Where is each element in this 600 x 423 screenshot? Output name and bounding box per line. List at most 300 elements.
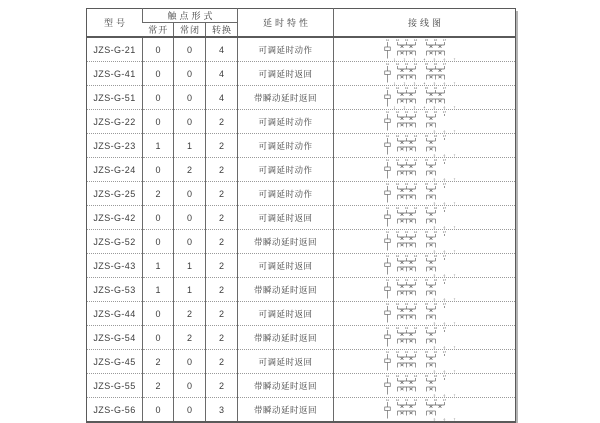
normally-closed-count-cell: 0	[174, 230, 206, 254]
normally-open-count-cell: 0	[143, 206, 174, 230]
svg-text:14: 14	[413, 38, 417, 42]
header-contact-form: 触点形式	[143, 9, 238, 23]
svg-text:6: 6	[443, 153, 445, 157]
svg-text:12: 12	[395, 398, 399, 402]
wiring-diagram-svg	[382, 326, 468, 349]
svg-text:15: 15	[424, 206, 428, 210]
svg-text:5: 5	[433, 417, 435, 421]
changeover-count-cell: 2	[206, 254, 238, 278]
svg-text:16: 16	[433, 302, 437, 306]
svg-text:12: 12	[395, 230, 399, 234]
relay-spec-table	[86, 8, 516, 423]
svg-text:13: 13	[404, 86, 408, 90]
svg-text:12: 12	[395, 374, 399, 378]
delay-characteristic-cell: 可调延时动作	[238, 134, 334, 158]
wiring-diagram-svg	[382, 278, 468, 301]
model-cell: JZS-G-52	[87, 230, 143, 254]
svg-text:14: 14	[413, 182, 417, 186]
wiring-diagram-svg	[382, 62, 468, 85]
svg-text:17: 17	[442, 302, 446, 306]
svg-text:6: 6	[443, 321, 445, 325]
svg-text:14: 14	[413, 326, 417, 330]
svg-text:11: 11	[385, 38, 389, 42]
table-row	[87, 302, 516, 326]
svg-text:17: 17	[442, 398, 446, 402]
table-row	[87, 278, 516, 302]
table-row	[87, 350, 516, 374]
wiring-diagram-svg	[382, 350, 468, 373]
svg-text:5: 5	[433, 129, 435, 133]
svg-text:6: 6	[443, 369, 445, 373]
svg-text:5: 5	[433, 297, 435, 301]
svg-text:14: 14	[413, 398, 417, 402]
svg-text:7: 7	[453, 297, 455, 301]
svg-text:15: 15	[424, 110, 428, 114]
normally-closed-count-cell: 0	[174, 350, 206, 374]
wiring-diagram-svg	[382, 374, 468, 397]
changeover-count-cell: 2	[206, 206, 238, 230]
svg-text:6: 6	[443, 177, 445, 181]
table-row	[87, 37, 516, 62]
svg-text:7: 7	[453, 81, 455, 85]
svg-text:15: 15	[424, 254, 428, 258]
table-row	[87, 206, 516, 230]
svg-text:5: 5	[433, 225, 435, 229]
wiring-diagram-cell	[334, 37, 516, 62]
changeover-count-cell: 2	[206, 230, 238, 254]
svg-text:7: 7	[453, 273, 455, 277]
normally-open-count-cell: 1	[143, 278, 174, 302]
delay-characteristic-cell: 带瞬动延时返回	[238, 230, 334, 254]
svg-text:7: 7	[453, 201, 455, 205]
svg-text:15: 15	[424, 38, 428, 42]
svg-text:16: 16	[433, 230, 437, 234]
svg-text:14: 14	[413, 86, 417, 90]
normally-closed-count-cell: 0	[174, 206, 206, 230]
delay-characteristic-cell: 带瞬动延时返回	[238, 278, 334, 302]
wiring-diagram-cell	[334, 86, 516, 110]
svg-text:16: 16	[433, 254, 437, 258]
svg-text:7: 7	[453, 369, 455, 373]
normally-closed-count-cell: 1	[174, 254, 206, 278]
table-row	[87, 182, 516, 206]
wiring-diagram-svg	[382, 398, 468, 421]
svg-text:7: 7	[453, 177, 455, 181]
wiring-diagram-svg	[382, 110, 468, 133]
normally-closed-count-cell: 2	[174, 158, 206, 182]
svg-text:16: 16	[433, 278, 437, 282]
svg-text:17: 17	[442, 110, 446, 114]
svg-text:6: 6	[443, 105, 445, 109]
svg-text:6: 6	[443, 201, 445, 205]
table-row	[87, 158, 516, 182]
model-cell: JZS-G-25	[87, 182, 143, 206]
svg-text:16: 16	[433, 110, 437, 114]
svg-text:5: 5	[433, 177, 435, 181]
changeover-count-cell: 2	[206, 158, 238, 182]
model-cell: JZS-G-54	[87, 326, 143, 350]
svg-text:11: 11	[385, 326, 389, 330]
delay-characteristic-cell: 可调延时动作	[238, 182, 334, 206]
normally-open-count-cell: 0	[143, 230, 174, 254]
normally-closed-count-cell: 0	[174, 398, 206, 423]
normally-open-count-cell: 0	[143, 62, 174, 86]
svg-text:5: 5	[433, 369, 435, 373]
normally-open-count-cell: 2	[143, 182, 174, 206]
table-body	[87, 37, 516, 422]
svg-text:15: 15	[424, 134, 428, 138]
svg-text:5: 5	[433, 345, 435, 349]
delay-characteristic-cell: 带瞬动延时返回	[238, 86, 334, 110]
header-delay-characteristic: 延时特性	[238, 9, 334, 38]
wiring-diagram-cell	[334, 182, 516, 206]
normally-closed-count-cell: 0	[174, 374, 206, 398]
svg-text:7: 7	[453, 225, 455, 229]
svg-text:3: 3	[413, 57, 415, 61]
table-header	[87, 9, 516, 38]
table-row	[87, 134, 516, 158]
svg-text:7: 7	[453, 345, 455, 349]
changeover-count-cell: 2	[206, 110, 238, 134]
svg-text:13: 13	[404, 158, 408, 162]
wiring-diagram-cell	[334, 158, 516, 182]
table-row	[87, 326, 516, 350]
wiring-diagram-cell	[334, 350, 516, 374]
svg-text:6: 6	[443, 297, 445, 301]
svg-text:5: 5	[433, 81, 435, 85]
svg-text:11: 11	[385, 206, 389, 210]
wiring-diagram-cell	[334, 398, 516, 423]
svg-text:5: 5	[433, 201, 435, 205]
changeover-count-cell: 4	[206, 37, 238, 62]
svg-text:16: 16	[433, 158, 437, 162]
wiring-diagram-cell	[334, 134, 516, 158]
svg-text:5: 5	[433, 393, 435, 397]
svg-text:12: 12	[395, 110, 399, 114]
svg-text:11: 11	[385, 350, 389, 354]
normally-closed-count-cell: 0	[174, 86, 206, 110]
svg-text:7: 7	[453, 129, 455, 133]
wiring-diagram-cell	[334, 278, 516, 302]
changeover-count-cell: 2	[206, 350, 238, 374]
normally-open-count-cell: 0	[143, 326, 174, 350]
svg-text:14: 14	[413, 134, 417, 138]
svg-text:13: 13	[404, 326, 408, 330]
svg-text:11: 11	[385, 158, 389, 162]
svg-text:11: 11	[385, 398, 389, 402]
model-cell: JZS-G-41	[87, 62, 143, 86]
svg-text:14: 14	[413, 302, 417, 306]
svg-text:13: 13	[404, 182, 408, 186]
delay-characteristic-cell: 带瞬动延时返回	[238, 374, 334, 398]
svg-text:13: 13	[404, 38, 408, 42]
header-normally-open: 常开	[143, 23, 174, 38]
svg-text:11: 11	[385, 86, 389, 90]
delay-characteristic-cell: 可调延时动作	[238, 158, 334, 182]
wiring-diagram-cell	[334, 110, 516, 134]
svg-text:14: 14	[413, 206, 417, 210]
normally-open-count-cell: 0	[143, 110, 174, 134]
svg-text:2: 2	[403, 57, 405, 61]
model-cell: JZS-G-42	[87, 206, 143, 230]
wiring-diagram-cell	[334, 326, 516, 350]
svg-text:5: 5	[433, 273, 435, 277]
svg-text:13: 13	[404, 206, 408, 210]
normally-open-count-cell: 0	[143, 158, 174, 182]
normally-open-count-cell: 2	[143, 374, 174, 398]
svg-text:16: 16	[433, 350, 437, 354]
svg-text:12: 12	[395, 86, 399, 90]
delay-characteristic-cell: 带瞬动延时返回	[238, 398, 334, 423]
svg-text:16: 16	[433, 374, 437, 378]
svg-text:17: 17	[442, 254, 446, 258]
svg-text:11: 11	[385, 134, 389, 138]
svg-text:13: 13	[404, 230, 408, 234]
normally-closed-count-cell: 0	[174, 62, 206, 86]
svg-text:13: 13	[404, 278, 408, 282]
svg-text:15: 15	[424, 278, 428, 282]
svg-text:15: 15	[424, 350, 428, 354]
svg-text:4: 4	[423, 81, 425, 85]
delay-characteristic-cell: 可调延时动作	[238, 37, 334, 62]
svg-text:15: 15	[424, 326, 428, 330]
svg-text:6: 6	[443, 57, 445, 61]
table-row	[87, 254, 516, 278]
svg-text:17: 17	[442, 278, 446, 282]
model-cell: JZS-G-21	[93, 44, 136, 55]
svg-text:6: 6	[443, 225, 445, 229]
svg-text:13: 13	[404, 110, 408, 114]
model-cell: JZS-G-53	[87, 278, 143, 302]
svg-text:14: 14	[413, 158, 417, 162]
wiring-diagram-cell	[334, 206, 516, 230]
normally-closed-count-cell: 2	[174, 326, 206, 350]
wiring-diagram-svg	[382, 254, 468, 277]
svg-text:6: 6	[443, 273, 445, 277]
svg-text:17: 17	[442, 158, 446, 162]
svg-text:13: 13	[404, 62, 408, 66]
svg-text:14: 14	[413, 62, 417, 66]
svg-text:6: 6	[443, 129, 445, 133]
svg-text:3: 3	[413, 105, 415, 109]
svg-text:6: 6	[443, 393, 445, 397]
delay-characteristic-cell: 可调延时动作	[238, 110, 334, 134]
delay-characteristic-cell: 带瞬动延时返回	[238, 326, 334, 350]
svg-text:15: 15	[424, 62, 428, 66]
svg-text:7: 7	[453, 393, 455, 397]
svg-text:17: 17	[442, 182, 446, 186]
delay-characteristic-cell: 可调延时返回	[238, 254, 334, 278]
svg-text:7: 7	[453, 105, 455, 109]
svg-text:6: 6	[443, 249, 445, 253]
table-row	[87, 230, 516, 254]
wiring-diagram-svg	[382, 230, 468, 253]
normally-open-count-cell: 1	[143, 254, 174, 278]
header-normally-closed: 常闭	[174, 23, 206, 38]
svg-text:6: 6	[443, 81, 445, 85]
delay-characteristic-cell: 可调延时返回	[238, 302, 334, 326]
wiring-diagram-svg	[382, 206, 468, 229]
svg-text:5: 5	[433, 321, 435, 325]
svg-text:16: 16	[433, 398, 437, 402]
changeover-count-cell: 2	[206, 182, 238, 206]
normally-closed-count-cell: 2	[174, 302, 206, 326]
svg-text:11: 11	[385, 374, 389, 378]
svg-text:12: 12	[395, 206, 399, 210]
svg-text:2: 2	[403, 81, 405, 85]
svg-text:17: 17	[442, 134, 446, 138]
model-cell: JZS-G-43	[87, 254, 143, 278]
svg-text:7: 7	[453, 249, 455, 253]
changeover-count-cell: 3	[206, 398, 238, 423]
changeover-count-cell: 4	[206, 86, 238, 110]
table-row	[87, 62, 516, 86]
normally-open-count-cell: 0	[143, 86, 174, 110]
svg-text:2: 2	[403, 105, 405, 109]
svg-text:5: 5	[433, 105, 435, 109]
svg-text:13: 13	[404, 350, 408, 354]
wiring-diagram-svg	[382, 38, 468, 61]
svg-text:12: 12	[395, 350, 399, 354]
normally-open-count-cell: 1	[143, 134, 174, 158]
svg-text:1: 1	[393, 57, 395, 61]
svg-text:7: 7	[453, 417, 455, 421]
wiring-diagram-cell	[334, 254, 516, 278]
wiring-diagram-svg	[382, 86, 468, 109]
svg-text:7: 7	[453, 321, 455, 325]
svg-text:13: 13	[404, 134, 408, 138]
svg-text:17: 17	[442, 38, 446, 42]
table-row	[87, 374, 516, 398]
svg-text:6: 6	[443, 417, 445, 421]
wiring-diagram-cell	[334, 230, 516, 254]
spec-table-container	[86, 8, 515, 423]
model-cell: JZS-G-44	[87, 302, 143, 326]
svg-text:12: 12	[395, 278, 399, 282]
svg-text:17: 17	[442, 230, 446, 234]
svg-text:1: 1	[393, 81, 395, 85]
normally-open-count-cell: 0	[143, 398, 174, 423]
svg-text:11: 11	[385, 182, 389, 186]
table-row	[87, 398, 516, 423]
wiring-diagram-cell	[334, 62, 516, 86]
svg-text:16: 16	[433, 326, 437, 330]
svg-text:16: 16	[433, 206, 437, 210]
svg-text:5: 5	[433, 57, 435, 61]
header-wiring-diagram: 接线图	[334, 9, 516, 38]
svg-text:4: 4	[423, 57, 425, 61]
svg-text:16: 16	[433, 86, 437, 90]
svg-text:12: 12	[395, 134, 399, 138]
svg-text:11: 11	[385, 254, 389, 258]
wiring-diagram-svg	[382, 134, 468, 157]
svg-text:12: 12	[395, 254, 399, 258]
svg-text:11: 11	[385, 278, 389, 282]
svg-text:13: 13	[404, 374, 408, 378]
normally-closed-count-cell: 1	[174, 278, 206, 302]
model-cell: JZS-G-23	[87, 134, 143, 158]
delay-characteristic-cell: 可调延时返回	[238, 350, 334, 374]
svg-text:5: 5	[433, 249, 435, 253]
normally-closed-count-cell: 0	[174, 182, 206, 206]
svg-text:12: 12	[395, 62, 399, 66]
svg-text:5: 5	[433, 153, 435, 157]
wiring-diagram-cell	[334, 302, 516, 326]
svg-text:14: 14	[413, 110, 417, 114]
svg-text:16: 16	[433, 62, 437, 66]
svg-text:12: 12	[395, 302, 399, 306]
changeover-count-cell: 2	[206, 134, 238, 158]
svg-text:12: 12	[395, 326, 399, 330]
svg-text:17: 17	[442, 62, 446, 66]
svg-text:3: 3	[413, 81, 415, 85]
svg-text:1: 1	[393, 105, 395, 109]
table-row	[87, 86, 516, 110]
svg-text:4: 4	[423, 105, 425, 109]
svg-text:16: 16	[433, 38, 437, 42]
svg-text:14: 14	[413, 374, 417, 378]
model-cell: JZS-G-24	[87, 158, 143, 182]
wiring-diagram-svg	[382, 302, 468, 325]
svg-text:15: 15	[424, 86, 428, 90]
wiring-diagram-svg	[382, 182, 468, 205]
changeover-count-cell: 2	[206, 326, 238, 350]
svg-text:15: 15	[424, 302, 428, 306]
table-row	[87, 110, 516, 134]
svg-text:14: 14	[413, 350, 417, 354]
svg-text:13: 13	[404, 302, 408, 306]
svg-text:14: 14	[413, 230, 417, 234]
wiring-diagram-svg	[382, 158, 468, 181]
svg-text:15: 15	[424, 398, 428, 402]
model-cell: JZS-G-56	[87, 398, 143, 423]
svg-text:16: 16	[433, 182, 437, 186]
model-cell: JZS-G-45	[87, 350, 143, 374]
model-cell: JZS-G-55	[87, 374, 143, 398]
svg-text:16: 16	[433, 134, 437, 138]
svg-text:12: 12	[395, 38, 399, 42]
delay-characteristic-cell: 可调延时返回	[238, 62, 334, 86]
svg-text:15: 15	[424, 230, 428, 234]
svg-text:13: 13	[404, 254, 408, 258]
svg-text:15: 15	[424, 374, 428, 378]
svg-text:17: 17	[442, 206, 446, 210]
model-cell: JZS-G-51	[87, 86, 143, 110]
header-model: 型号	[87, 9, 143, 38]
changeover-count-cell: 2	[206, 278, 238, 302]
delay-characteristic-cell: 可调延时返回	[238, 206, 334, 230]
normally-open-count-cell: 2	[143, 350, 174, 374]
svg-text:6: 6	[443, 345, 445, 349]
changeover-count-cell: 4	[206, 62, 238, 86]
svg-text:15: 15	[424, 158, 428, 162]
svg-text:15: 15	[424, 182, 428, 186]
svg-text:7: 7	[453, 153, 455, 157]
svg-text:17: 17	[442, 86, 446, 90]
changeover-count-cell: 2	[206, 374, 238, 398]
svg-text:13: 13	[404, 398, 408, 402]
svg-text:17: 17	[442, 326, 446, 330]
svg-text:11: 11	[385, 230, 389, 234]
svg-text:11: 11	[385, 62, 389, 66]
normally-closed-count-cell: 0	[174, 37, 206, 62]
svg-text:11: 11	[385, 110, 389, 114]
header-changeover: 转换	[206, 23, 238, 38]
model-cell: JZS-G-22	[87, 110, 143, 134]
wiring-diagram-cell	[334, 374, 516, 398]
changeover-count-cell: 2	[206, 302, 238, 326]
svg-text:17: 17	[442, 350, 446, 354]
